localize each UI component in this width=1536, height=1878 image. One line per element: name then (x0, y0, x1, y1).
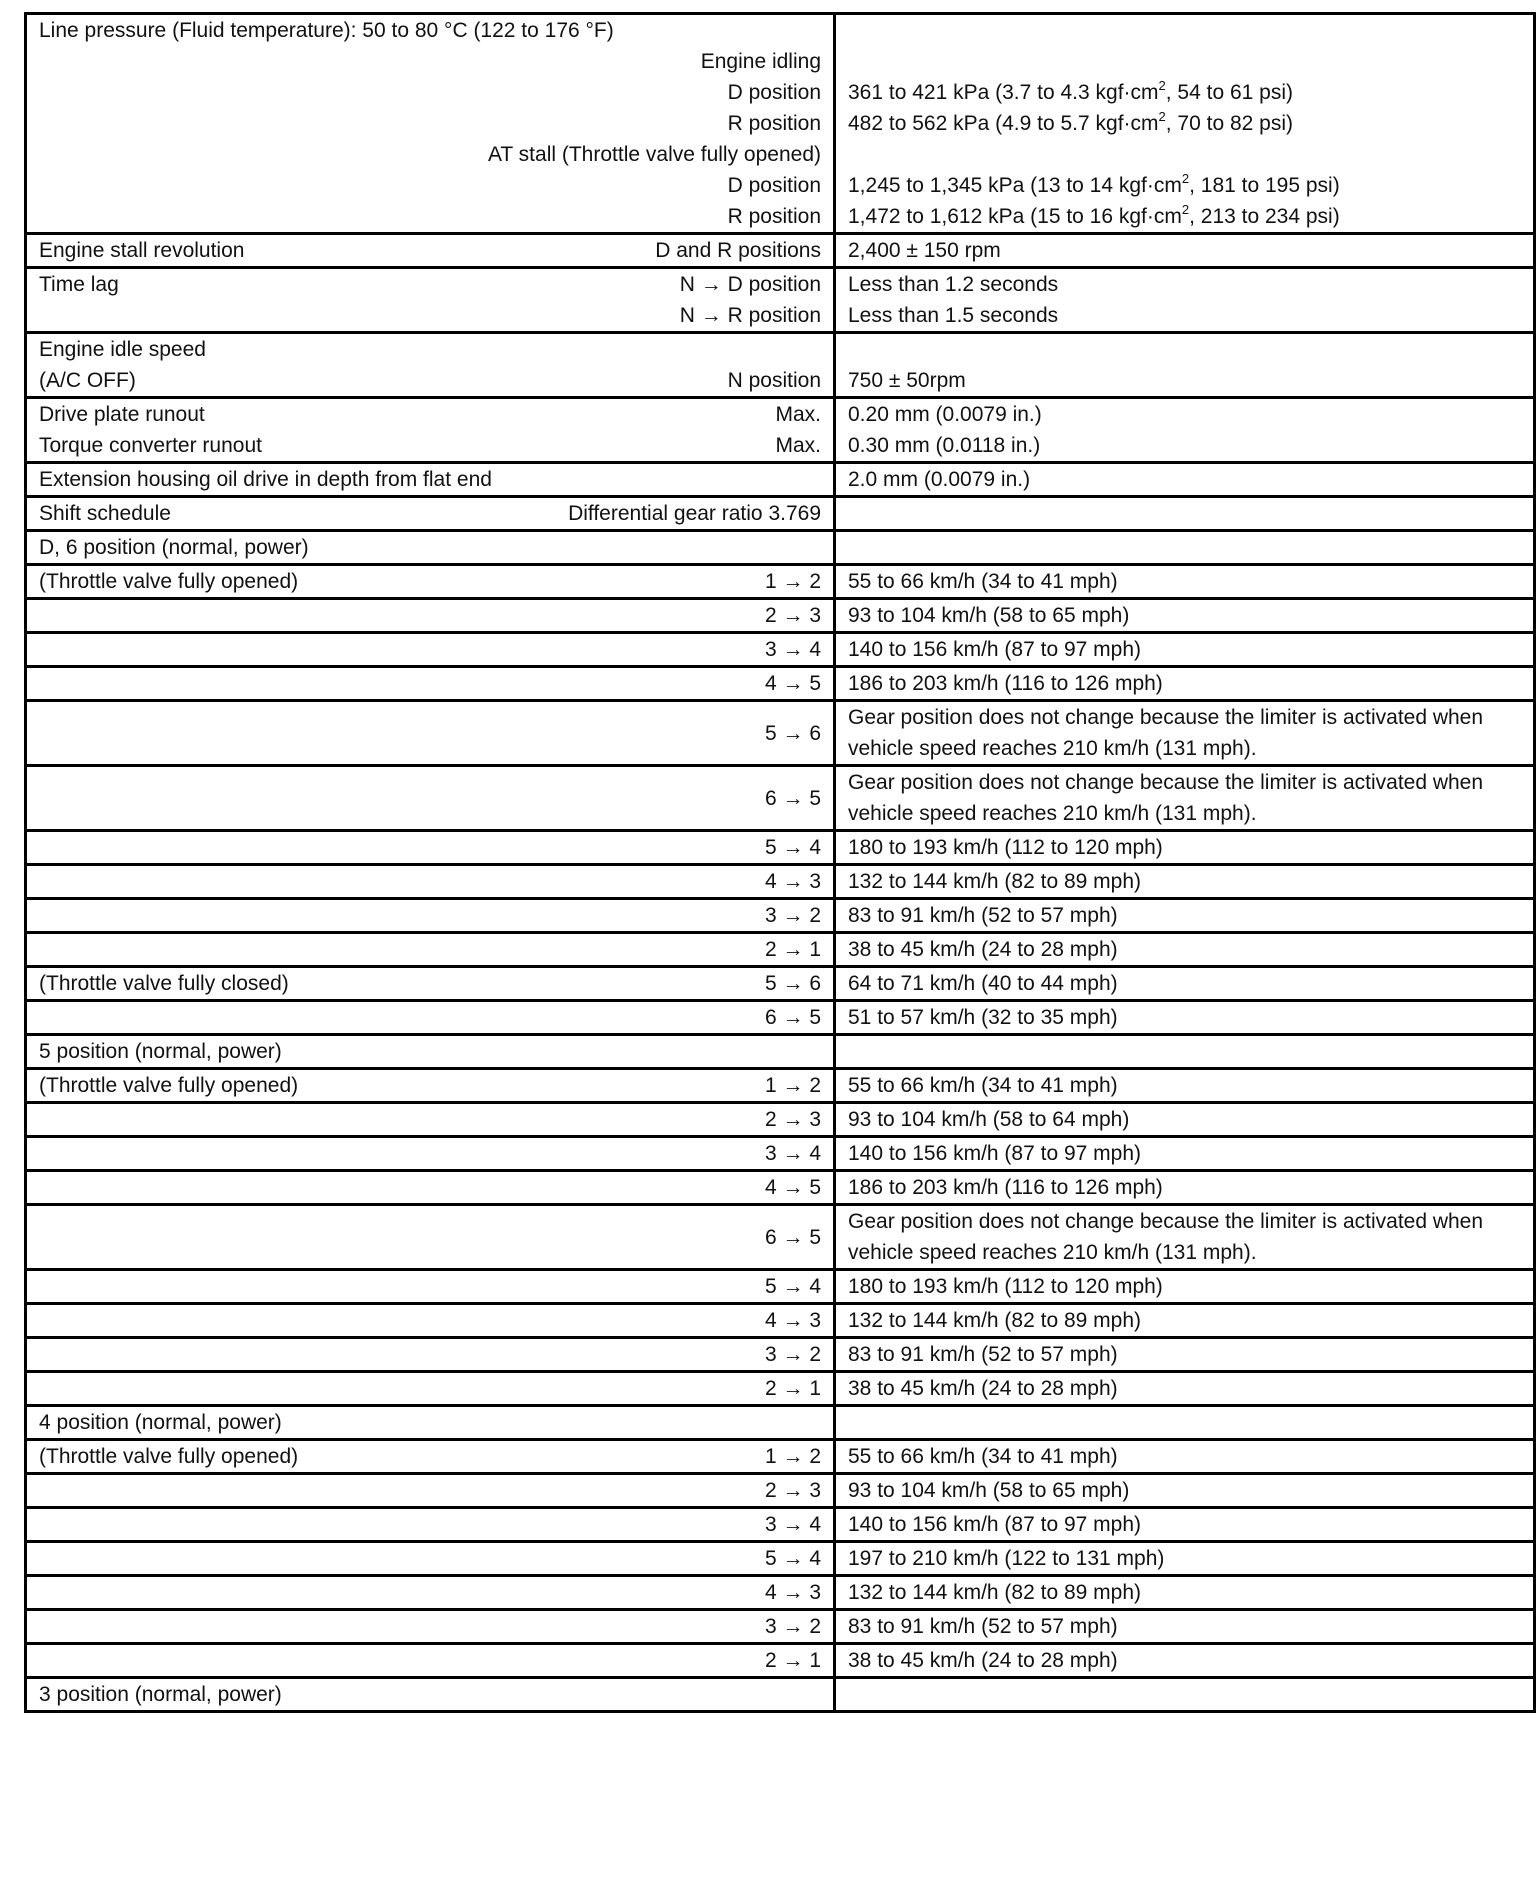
idle-speed-label: Engine idle speed (39, 338, 206, 361)
shift-label-cell (26, 1304, 835, 1338)
shift-label-line (39, 783, 821, 814)
shift-speed-value: 93 to 104 km/h (58 to 64 mph) (848, 1108, 1130, 1131)
idle-speed-value-cell (835, 333, 1535, 398)
shift-speed-value (848, 532, 1521, 563)
shift-schedule-row (26, 497, 1535, 531)
engine-stall-label-cell (26, 234, 835, 268)
engine-stall-condition: D and R positions (655, 239, 821, 262)
shift-row (26, 599, 1535, 633)
line-pressure-value-cell (835, 14, 1535, 234)
shift-label-cell (26, 1001, 835, 1035)
shift-value-cell (835, 1103, 1535, 1137)
shift-value-cell (835, 1406, 1535, 1440)
shift-gear-change: 5 → 4 (764, 1547, 821, 1570)
shift-label-line (39, 1036, 821, 1067)
shift-label-line (39, 1138, 821, 1169)
shift-label-line (39, 900, 821, 931)
shift-gear-change: 4 → 3 (764, 870, 821, 893)
shift-value-cell (835, 1069, 1535, 1103)
shift-schedule-line (39, 498, 821, 529)
shift-label-line (39, 1509, 821, 1540)
shift-schedule-label-cell (26, 497, 835, 531)
shift-speed-value: 140 to 156 km/h (87 to 97 mph) (848, 1513, 1142, 1536)
shift-row (26, 1103, 1535, 1137)
extension-housing-value-cell (835, 463, 1535, 497)
shift-row (26, 1372, 1535, 1406)
engine-stall-label: Engine stall revolution (39, 239, 245, 262)
shift-value-cell (835, 1270, 1535, 1304)
shift-speed-value (848, 1407, 1521, 1438)
shift-speed-value: 93 to 104 km/h (58 to 65 mph) (848, 604, 1130, 627)
shift-row (26, 967, 1535, 1001)
shift-label-line (39, 1070, 821, 1101)
shift-value-cell (835, 766, 1535, 831)
shift-speed-value: 180 to 193 km/h (112 to 120 mph) (848, 1275, 1163, 1298)
shift-row (26, 1474, 1535, 1508)
shift-value-cell (835, 1508, 1535, 1542)
shift-label-cell (26, 1270, 835, 1304)
shift-row (26, 899, 1535, 933)
shift-label-cell (26, 1137, 835, 1171)
time-lag-label-cell (26, 268, 835, 333)
shift-gear-change: 3 → 2 (764, 1615, 821, 1638)
superscript: 2 (1181, 171, 1190, 186)
shift-label-cell (26, 1171, 835, 1205)
time-lag-n-to-d: N → D position (679, 273, 821, 296)
shift-value-cell (835, 1205, 1535, 1270)
shift-speed-value: Gear position does not change because the limiter is activated when vehicle speed reaches 210 km/h (131 mph). (848, 706, 1484, 760)
idle-d-value-part: , 54 to 61 psi) (1165, 81, 1293, 104)
shift-value-cell (835, 1474, 1535, 1508)
drive-plate-max: Max. (775, 403, 821, 426)
shift-row (26, 1137, 1535, 1171)
stall-d-line (39, 170, 821, 201)
shift-speed-value: 51 to 57 km/h (32 to 35 mph) (848, 1006, 1118, 1029)
section-header-row (26, 1406, 1535, 1440)
blank-line (848, 46, 1521, 77)
shift-label-line (39, 832, 821, 863)
shift-label-cell (26, 1474, 835, 1508)
section-title: 3 position (normal, power) (39, 1683, 282, 1706)
shift-value-cell (835, 933, 1535, 967)
shift-speed-value: 83 to 91 km/h (52 to 57 mph) (848, 904, 1118, 927)
shift-gear-change: 2 → 3 (764, 1108, 821, 1131)
idle-speed-label-cell (26, 333, 835, 398)
time-lag-line-2 (39, 300, 821, 331)
shift-value-cell (835, 1372, 1535, 1406)
shift-row (26, 865, 1535, 899)
shift-value-cell (835, 701, 1535, 766)
torque-converter-label: Torque converter runout (39, 434, 262, 457)
shift-row (26, 1508, 1535, 1542)
section-header-row (26, 531, 1535, 565)
shift-label-line (39, 1373, 821, 1404)
shift-row (26, 1270, 1535, 1304)
shift-row (26, 1576, 1535, 1610)
shift-speed-value (848, 1036, 1521, 1067)
superscript: 2 (1158, 109, 1166, 124)
shift-schedule-ratio: Differential gear ratio 3.769 (568, 502, 821, 525)
shift-speed-value: 180 to 193 km/h (112 to 120 mph) (848, 836, 1163, 859)
shift-label-cell (26, 865, 835, 899)
shift-label-cell (26, 933, 835, 967)
time-lag-line-1 (39, 269, 821, 300)
shift-label-line (39, 1339, 821, 1370)
shift-schedule-label: Shift schedule (39, 502, 171, 525)
shift-gear-change: 2 → 3 (764, 1479, 821, 1502)
idle-speed-line-1 (39, 334, 821, 365)
time-lag-label: Time lag (39, 273, 119, 296)
shift-value-cell (835, 1542, 1535, 1576)
shift-label-line (39, 634, 821, 665)
at-stall-label: AT stall (Throttle valve fully opened) (487, 143, 821, 166)
shift-label-cell (26, 1372, 835, 1406)
shift-speed-value: 64 to 71 km/h (40 to 44 mph) (848, 972, 1118, 995)
stall-r-value-part: , 213 to 234 psi) (1189, 205, 1340, 228)
idle-d-line (39, 77, 821, 108)
shift-label-cell (26, 1644, 835, 1678)
shift-label-line (39, 1172, 821, 1203)
line-pressure-label-cell (26, 14, 835, 234)
shift-label-cell (26, 667, 835, 701)
idle-speed-row (26, 333, 1535, 398)
shift-label-line (39, 1305, 821, 1336)
section-header-row (26, 1678, 1535, 1712)
shift-speed-value: 186 to 203 km/h (116 to 126 mph) (848, 672, 1163, 695)
shift-label-line (39, 1002, 821, 1033)
shift-row (26, 1069, 1535, 1103)
shift-label-cell (26, 633, 835, 667)
engine-stall-value: 2,400 ± 150 rpm (848, 239, 1001, 262)
shift-label-line (39, 532, 821, 563)
stall-r-value (848, 201, 1521, 232)
shift-label-cell (26, 1035, 835, 1069)
shift-label-cell (26, 599, 835, 633)
shift-gear-change: 6 → 5 (764, 786, 821, 810)
shift-gear-change: 3 → 4 (764, 1513, 821, 1536)
shift-speed-value: Gear position does not change because the limiter is activated when vehicle speed reaches 210 km/h (131 mph). (848, 771, 1484, 825)
shift-gear-change: 2 → 3 (764, 604, 821, 627)
shift-speed-value: Gear position does not change because the limiter is activated when vehicle speed reaches 210 km/h (131 mph). (848, 1210, 1484, 1264)
shift-condition: (Throttle valve fully opened) (39, 1445, 299, 1468)
shift-label-cell (26, 766, 835, 831)
shift-row (26, 1338, 1535, 1372)
shift-value-cell (835, 1001, 1535, 1035)
shift-label-line (39, 1104, 821, 1135)
stall-d-value-part: , 181 to 195 psi) (1189, 174, 1340, 197)
shift-speed-value: 55 to 66 km/h (34 to 41 mph) (848, 1074, 1118, 1097)
shift-label-line (39, 968, 821, 999)
shift-gear-change: 3 → 4 (764, 1142, 821, 1165)
shift-speed-value: 132 to 144 km/h (82 to 89 mph) (848, 1581, 1142, 1604)
shift-label-line (39, 566, 821, 597)
superscript: 2 (1181, 202, 1190, 217)
shift-label-line (39, 668, 821, 699)
shift-speed-value: 38 to 45 km/h (24 to 28 mph) (848, 938, 1118, 961)
shift-value-cell (835, 565, 1535, 599)
runout-row (26, 398, 1535, 463)
idle-speed-line-2 (39, 365, 821, 396)
shift-label-cell (26, 701, 835, 766)
shift-gear-change: 3 → 4 (764, 638, 821, 661)
shift-row (26, 1205, 1535, 1270)
section-title: 5 position (normal, power) (39, 1040, 282, 1063)
torque-converter-line (39, 430, 821, 461)
shift-speed-value: 140 to 156 km/h (87 to 97 mph) (848, 1142, 1142, 1165)
engine-stall-row (26, 234, 1535, 268)
stall-r-line (39, 201, 821, 232)
shift-label-line (39, 1271, 821, 1302)
stall-d-position-label: D position (727, 174, 821, 197)
extension-housing-value: 2.0 mm (0.0079 in.) (848, 468, 1031, 491)
shift-speed-value: 132 to 144 km/h (82 to 89 mph) (848, 870, 1142, 893)
drive-plate-value: 0.20 mm (0.0079 in.) (848, 403, 1042, 426)
shift-label-line (39, 934, 821, 965)
shift-row (26, 667, 1535, 701)
engine-stall-line (39, 235, 821, 266)
shift-value-cell (835, 1440, 1535, 1474)
drive-plate-label: Drive plate runout (39, 403, 205, 426)
blank-line (848, 139, 1521, 170)
blank-line (848, 498, 1521, 529)
shift-label-cell (26, 967, 835, 1001)
extension-housing-line (39, 464, 821, 495)
section-header-row (26, 1035, 1535, 1069)
stall-r-value-part: 1,472 to 1,612 kPa (15 to 16 kgf·cm (848, 205, 1182, 228)
shift-gear-change: 4 → 3 (764, 1581, 821, 1604)
idle-speed-condition: N position (727, 369, 821, 392)
time-lag-n-to-r: N → R position (679, 304, 821, 327)
shift-label-cell (26, 1678, 835, 1712)
shift-condition: (Throttle valve fully opened) (39, 1074, 299, 1097)
idle-r-value-part: 482 to 562 kPa (4.9 to 5.7 kgf·cm (848, 112, 1159, 135)
spec-table (24, 12, 1536, 1713)
shift-value-cell (835, 1678, 1535, 1712)
stall-d-value-part: 1,245 to 1,345 kPa (13 to 14 kgf·cm (848, 174, 1182, 197)
shift-gear-change: 6 → 5 (764, 1225, 821, 1249)
idle-r-line (39, 108, 821, 139)
shift-row (26, 1644, 1535, 1678)
shift-row (26, 1001, 1535, 1035)
shift-label-line (39, 1407, 821, 1438)
idle-speed-value: 750 ± 50rpm (848, 369, 966, 392)
section-title: 4 position (normal, power) (39, 1411, 282, 1434)
shift-label-cell (26, 1576, 835, 1610)
runout-value-cell (835, 398, 1535, 463)
shift-speed-value (848, 1679, 1521, 1710)
idle-d-value-part: 361 to 421 kPa (3.7 to 4.3 kgf·cm (848, 81, 1159, 104)
shift-label-line (39, 600, 821, 631)
shift-row (26, 831, 1535, 865)
shift-value-cell (835, 1644, 1535, 1678)
shift-label-line (39, 1645, 821, 1676)
blank-line (848, 15, 1521, 46)
extension-housing-row (26, 463, 1535, 497)
time-lag-n-to-r-value: Less than 1.5 seconds (848, 304, 1059, 327)
shift-label-cell (26, 1103, 835, 1137)
idle-d-position-label: D position (727, 81, 821, 104)
shift-speed-value: 38 to 45 km/h (24 to 28 mph) (848, 1377, 1118, 1400)
engine-idling-line (39, 46, 821, 77)
idle-r-value (848, 108, 1521, 139)
shift-speed-value: 55 to 66 km/h (34 to 41 mph) (848, 570, 1118, 593)
runout-label-cell (26, 398, 835, 463)
shift-label-cell (26, 1610, 835, 1644)
shift-value-cell (835, 1304, 1535, 1338)
shift-gear-change: 4 → 5 (764, 1176, 821, 1199)
shift-row (26, 1440, 1535, 1474)
spec-table-body (26, 14, 1535, 1712)
shift-value-cell (835, 1171, 1535, 1205)
shift-gear-change: 1 → 2 (764, 1074, 821, 1097)
shift-label-line (39, 1441, 821, 1472)
idle-d-value (848, 77, 1521, 108)
shift-gear-change: 1 → 2 (764, 570, 821, 593)
shift-condition: (Throttle valve fully closed) (39, 972, 289, 995)
shift-label-cell (26, 1406, 835, 1440)
engine-idling-label: Engine idling (700, 50, 821, 73)
shift-label-line (39, 1222, 821, 1253)
shift-schedule-value-cell (835, 497, 1535, 531)
torque-converter-value: 0.30 mm (0.0118 in.) (848, 434, 1041, 457)
shift-gear-change: 5 → 6 (764, 721, 821, 745)
line-pressure-row (26, 14, 1535, 234)
shift-speed-value: 55 to 66 km/h (34 to 41 mph) (848, 1445, 1118, 1468)
shift-row (26, 633, 1535, 667)
shift-gear-change: 1 → 2 (764, 1445, 821, 1468)
shift-value-cell (835, 599, 1535, 633)
shift-row (26, 1610, 1535, 1644)
shift-speed-value: 140 to 156 km/h (87 to 97 mph) (848, 638, 1142, 661)
shift-label-cell (26, 1205, 835, 1270)
shift-row (26, 1304, 1535, 1338)
shift-label-cell (26, 1338, 835, 1372)
shift-value-cell (835, 831, 1535, 865)
shift-speed-value: 83 to 91 km/h (52 to 57 mph) (848, 1615, 1118, 1638)
shift-speed-value: 132 to 144 km/h (82 to 89 mph) (848, 1309, 1142, 1332)
shift-condition: (Throttle valve fully opened) (39, 570, 299, 593)
shift-value-cell (835, 633, 1535, 667)
time-lag-row (26, 268, 1535, 333)
shift-speed-value: 93 to 104 km/h (58 to 65 mph) (848, 1479, 1130, 1502)
shift-label-cell (26, 1508, 835, 1542)
shift-gear-change: 5 → 4 (764, 1275, 821, 1298)
line-pressure-title: Line pressure (Fluid temperature): 50 to 80 °C (122 to 176 °F) (39, 19, 614, 42)
shift-speed-value: 38 to 45 km/h (24 to 28 mph) (848, 1649, 1118, 1672)
shift-row (26, 933, 1535, 967)
at-stall-line (39, 139, 821, 170)
shift-row (26, 1171, 1535, 1205)
line-pressure-title-line (39, 15, 821, 46)
shift-speed-value: 186 to 203 km/h (116 to 126 mph) (848, 1176, 1163, 1199)
blank-line (848, 334, 1521, 365)
time-lag-value-cell (835, 268, 1535, 333)
shift-label-cell (26, 531, 835, 565)
drive-plate-line (39, 399, 821, 430)
shift-speed-value: 197 to 210 km/h (122 to 131 mph) (848, 1547, 1165, 1570)
shift-gear-change: 5 → 6 (764, 972, 821, 995)
shift-value-cell (835, 1576, 1535, 1610)
shift-label-line (39, 866, 821, 897)
idle-r-value-part: , 70 to 82 psi) (1165, 112, 1293, 135)
superscript: 2 (1158, 78, 1166, 93)
extension-housing-label-cell (26, 463, 835, 497)
extension-housing-label: Extension housing oil drive in depth from flat end (39, 468, 492, 491)
shift-value-cell (835, 1610, 1535, 1644)
shift-gear-change: 5 → 4 (764, 836, 821, 859)
shift-label-line (39, 1543, 821, 1574)
stall-r-position-label: R position (727, 205, 821, 228)
shift-label-line (39, 718, 821, 749)
shift-gear-change: 4 → 5 (764, 672, 821, 695)
shift-label-line (39, 1679, 821, 1710)
shift-label-cell (26, 565, 835, 599)
torque-converter-max: Max. (775, 434, 821, 457)
shift-speed-value: 83 to 91 km/h (52 to 57 mph) (848, 1343, 1118, 1366)
shift-gear-change: 6 → 5 (764, 1006, 821, 1029)
shift-gear-change: 2 → 1 (764, 938, 821, 961)
shift-value-cell (835, 531, 1535, 565)
shift-value-cell (835, 667, 1535, 701)
stall-d-value (848, 170, 1521, 201)
shift-gear-change: 4 → 3 (764, 1309, 821, 1332)
shift-row (26, 701, 1535, 766)
shift-gear-change: 2 → 1 (764, 1377, 821, 1400)
shift-value-cell (835, 967, 1535, 1001)
shift-label-line (39, 1611, 821, 1642)
engine-stall-value-cell (835, 234, 1535, 268)
shift-label-cell (26, 899, 835, 933)
shift-row (26, 1542, 1535, 1576)
shift-value-cell (835, 899, 1535, 933)
shift-value-cell (835, 1035, 1535, 1069)
shift-gear-change: 2 → 1 (764, 1649, 821, 1672)
shift-label-cell (26, 1542, 835, 1576)
shift-label-line (39, 1577, 821, 1608)
shift-label-cell (26, 1440, 835, 1474)
shift-value-cell (835, 865, 1535, 899)
shift-gear-change: 3 → 2 (764, 904, 821, 927)
time-lag-n-to-d-value: Less than 1.2 seconds (848, 273, 1059, 296)
shift-label-cell (26, 1069, 835, 1103)
idle-r-position-label: R position (727, 112, 821, 135)
shift-row (26, 766, 1535, 831)
shift-value-cell (835, 1338, 1535, 1372)
section-title: D, 6 position (normal, power) (39, 536, 309, 559)
shift-row (26, 565, 1535, 599)
shift-value-cell (835, 1137, 1535, 1171)
shift-label-line (39, 1475, 821, 1506)
shift-gear-change: 3 → 2 (764, 1343, 821, 1366)
shift-label-cell (26, 831, 835, 865)
idle-speed-label-2: (A/C OFF) (39, 369, 136, 392)
